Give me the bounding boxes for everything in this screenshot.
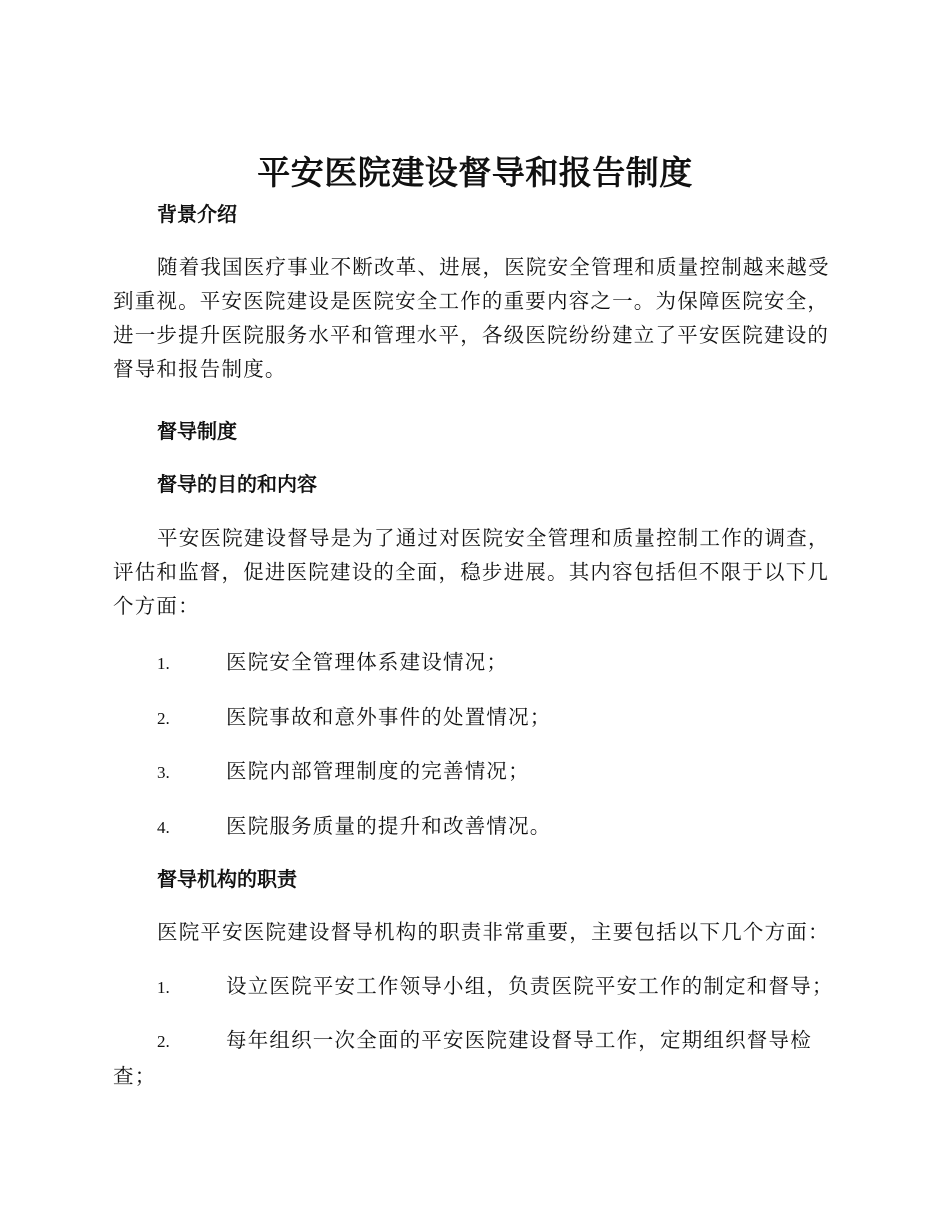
list-item: 3. 医院内部管理制度的完善情况； <box>157 759 530 783</box>
list-item: 2. 每年组织一次全面的平安医院建设督导工作，定期组织督导检查； <box>113 1028 812 1088</box>
list-item-text: 医院安全管理体系建设情况； <box>226 650 509 674</box>
list-item: 2. 医院事故和意外事件的处置情况； <box>157 705 552 729</box>
subsection-heading-duties: 督导机构的职责 <box>157 867 297 891</box>
purpose-paragraph: 平安医院建设督导是为了通过对医院安全管理和质量控制工作的调查，评估和监督，促进医院建设的全面，稳步进展。其内容包括但不限于以下几个方面： <box>113 526 830 618</box>
list-item: 4. 医院服务质量的提升和改善情况。 <box>157 814 552 838</box>
list-item-text: 医院服务质量的提升和改善情况。 <box>226 814 552 838</box>
section-heading-supervision: 督导制度 <box>157 419 237 443</box>
background-paragraph: 随着我国医疗事业不断改革、进展，医院安全管理和质量控制越来越受到重视。平安医院建设是医院安全工作的重要内容之一。为保障医院安全，进一步提升医院服务水平和管理水平，各级医院纷纷建立了平安医院建设的督导和报告制度。 <box>113 255 830 381</box>
list-item-text: 设立医院平安工作领导小组，负责医院平安工作的制定和督导； <box>226 974 834 998</box>
list-item: 1. 设立医院平安工作领导小组，负责医院平安工作的制定和督导； <box>157 974 834 998</box>
subsection-heading-purpose: 督导的目的和内容 <box>157 472 317 496</box>
duties-paragraph: 医院平安医院建设督导机构的职责非常重要，主要包括以下几个方面： <box>157 920 830 944</box>
list-item-text: 医院事故和意外事件的处置情况； <box>226 705 552 729</box>
list-item-text: 医院内部管理制度的完善情况； <box>226 759 530 783</box>
list-item: 1. 医院安全管理体系建设情况； <box>157 650 509 674</box>
document-title: 平安医院建设督导和报告制度 <box>257 153 693 192</box>
section-heading-background: 背景介绍 <box>157 202 237 226</box>
list-item-text: 每年组织一次全面的平安医院建设督导工作，定期组织督导检查； <box>113 1028 812 1088</box>
